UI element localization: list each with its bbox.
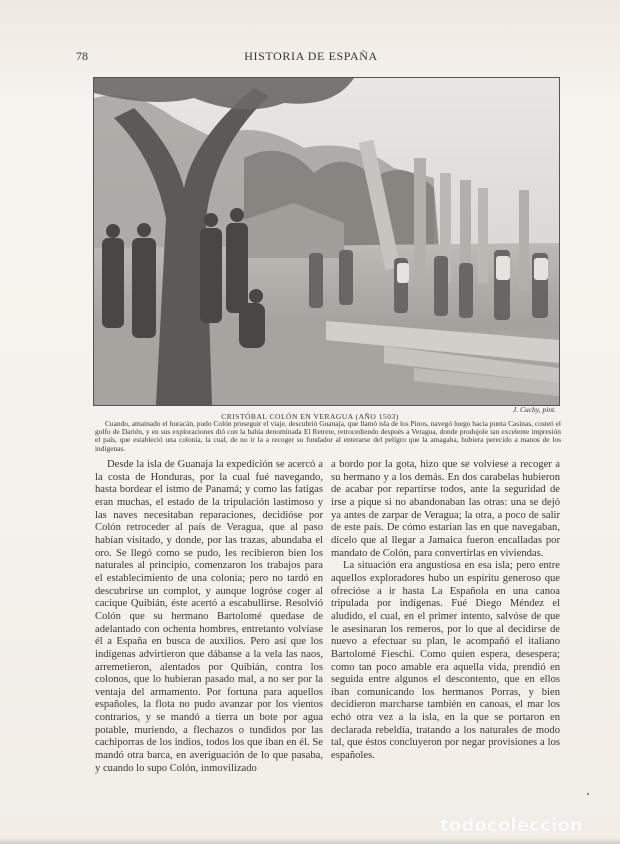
text-column-left — [95, 459, 323, 775]
paragraph: a bordo por la gota, hizo que se volviese a recoger a su hermano y a los demás. En dos carabelas hubieron de acabar por repartirse todos, ante la seguridad de irse a pique si no abandonaban las otras: una se dejó ya antes de zarpar de Veragua; la otra, a poco de salir de este país. De cómo estarían las en que navegaban, dícelo que al llegar a Jamaica fueron encalladas por mandato de Colón, para convertirlas en viviendas. — [331, 459, 560, 559]
text-column-right — [331, 459, 560, 763]
page-number: 78 — [76, 49, 88, 63]
caption-body: Cuando, amainado el huracán, pudo Colón proseguir el viaje, descubrió Guanaja, que llamó isla de los Pinos, navegó luego hacia punta Casinas, costeó el golfo de Darién, y en sus exploraciones dió con la bahía denominada El Retrete, retrocediendo después a Veragua, donde produjole tan excelente impresión el país, que estableció una colonia, la cual, de no ir la a recoger su fundador al enterarse del peligro que la amagaba, hubiera perecido a manos de los indígenas. — [95, 419, 561, 453]
paragraph: La situación era angustiosa en esa isla; pero entre aquellos exploradores hubo un espíritu generoso que ofrecióse a ir hasta La Española en una canoa tripulada por indígenas. Fué Diego Méndez el aludido, el cual, en el primer intento, salvóse de que le asesinaran los remeros, por lo que al decidirse de nuevo a efectuar su plan, le acompañó el italiano Bartolomé Fieschi. Como quien espera, desespera; como tan poco amable era aquella vida, prendió en seguida entre algunos el descontento, que en ellos iban comunicando los hermanos Porras, y bien decidieron marcharse también en canoas, el mar los echó otra vez a la isla, en la que se portaron en declarada rebeldía, tratando a los naturales de modo tal, que éstos concluyeron por negar provisiones a los españoles. — [331, 560, 560, 762]
print-speck — [587, 793, 589, 795]
page-header — [76, 49, 546, 65]
illustration-credit: J. Cuchy, pint. — [512, 405, 556, 414]
running-title: HISTORIA DE ESPAÑA — [244, 49, 378, 63]
caption-title: CRISTÓBAL COLÓN EN VERAGUA (AÑO 1503) — [221, 412, 399, 421]
paragraph: Desde la isla de Guanaja la expedición se acercó a la costa de Honduras, por la cual fué navegando, hasta bordear el istmo de Panamá; y como las fatigas eran muchas, el estado de la tripulación lastimoso y las naves necesitaban reparaciones, decidióse por Colón retroceder al país de Veragua, que al paso habían visitado, y donde, por las trazas, abundaba el oro. Se llegó como se pudo, les recibieron bien los naturales al principio, comenzaron los trabajos para el establecimiento de una colonia; pero no tardó en descubrirse un complot, y aunque logróse coger al cacique Quibián, éste acertó a escabullirse. Resolvió Colón que su hermano Bartolomé quedase de adelantado con ochenta hombres, entretanto volvíase él a España en busca de auxilios. Pero así que los indígenas advirtieron que dábanse a la vela las naos, arremetieron, alentados por Quibián, contra los colonos, que lo hubieran pasado mal, a no ser por la ventaja del armamento. Por fortuna para aquellos españoles, la flota no pudo avanzar por los vientos contrarios, y se mandó a tierra un bote por agua potable, muriendo, a flechazos o tundidos por las cachiporras de los indios, todos los que iban en él. Se mandó otra barca, en averiguación de lo que pasaba, y cuando lo supo Colón, inmovilizado — [95, 459, 323, 774]
page-bottom-edge — [0, 838, 620, 844]
illustration — [93, 77, 560, 406]
engraving-image — [94, 78, 559, 405]
watermark: todocoleccion — [440, 815, 583, 836]
